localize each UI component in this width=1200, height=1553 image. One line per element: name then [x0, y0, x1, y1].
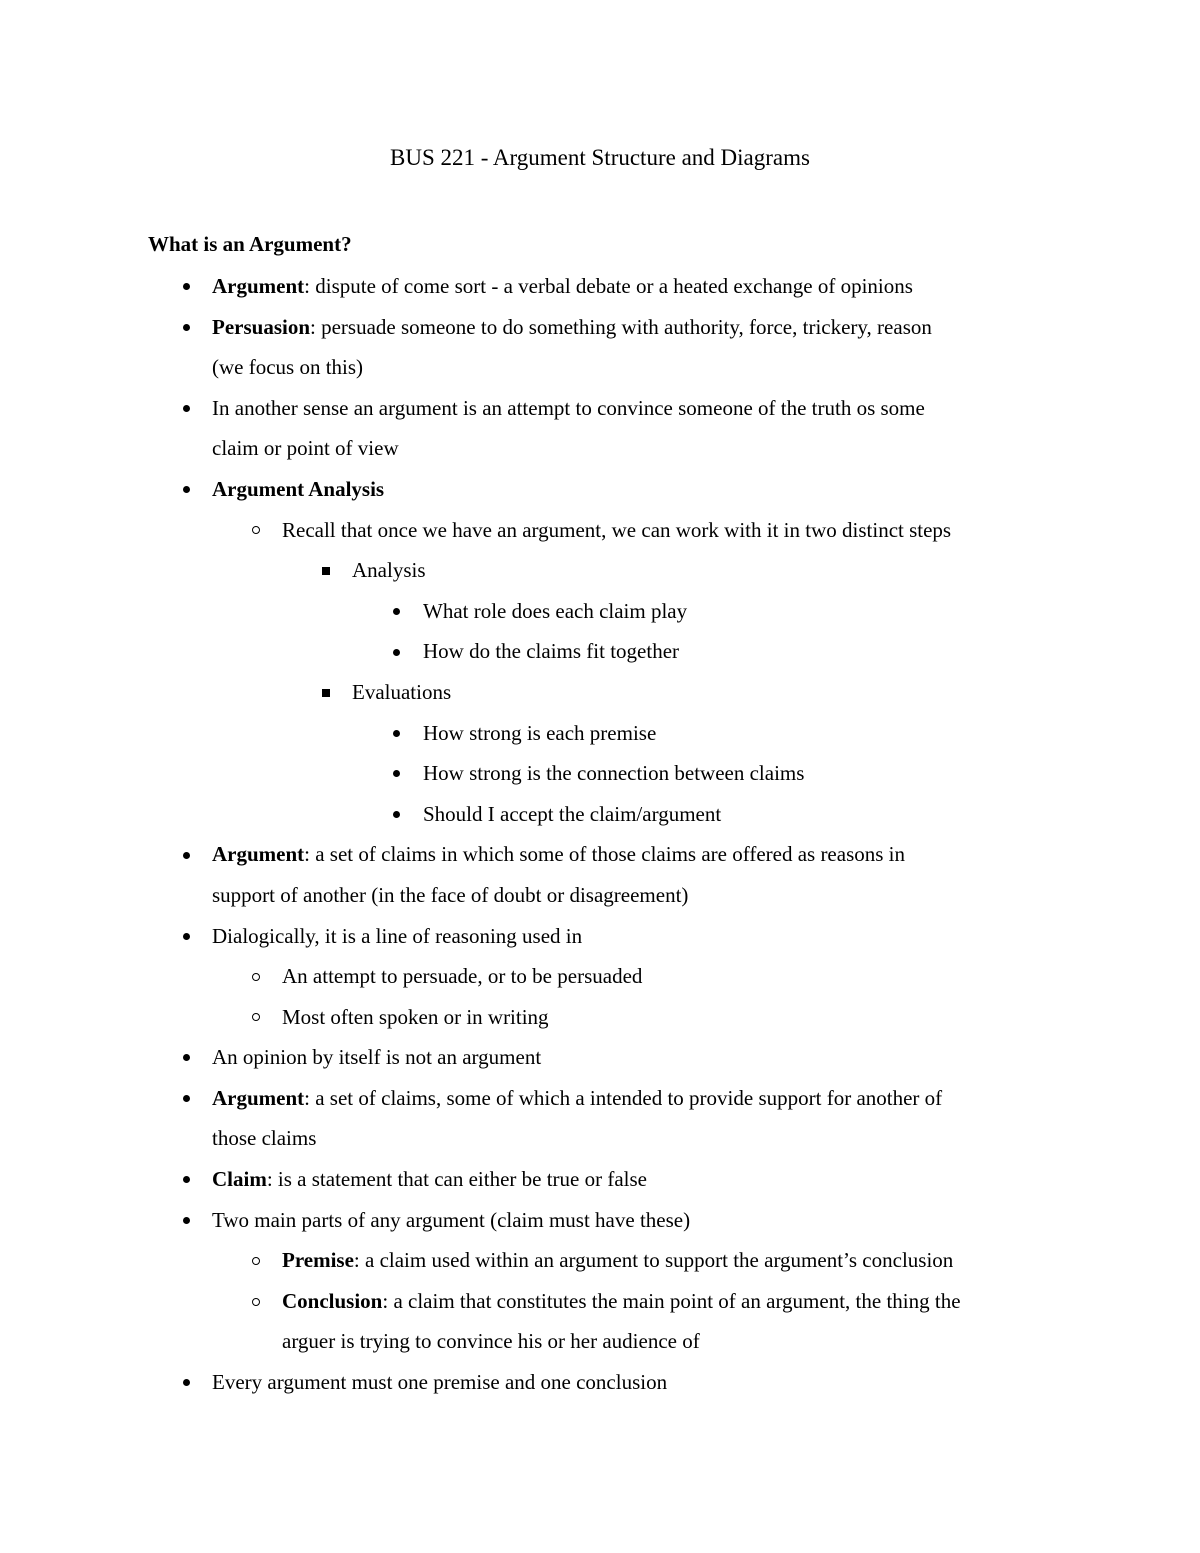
bullet-dot-icon [176, 1163, 196, 1195]
bullet-dot-icon [176, 311, 196, 343]
list-item [0, 1244, 1200, 1285]
list-item [0, 1163, 1200, 1204]
definition-text: : a set of claims in which some of those claims are offered as reasons in [304, 842, 906, 867]
list-item-text: An attempt to persuade, or to be persuaded [282, 964, 643, 989]
bullet-square-icon [316, 676, 336, 708]
bullet-square-icon [316, 554, 336, 586]
list-item-continuation [0, 879, 1200, 920]
list-item-continuation [0, 1325, 1200, 1366]
list-item [0, 514, 1200, 555]
list-item-continuation [0, 432, 1200, 473]
term-label: Argument [212, 274, 305, 298]
list-item-text [212, 1082, 942, 1114]
list-item [0, 473, 1200, 514]
bullet-dot-icon [176, 838, 196, 870]
term-label: Premise [282, 1248, 354, 1273]
list-item-text: claim or point of view [212, 436, 399, 461]
list-item-text [212, 270, 913, 302]
list-item [0, 1082, 1200, 1123]
list-item [0, 1041, 1200, 1082]
list-item-continuation [0, 1122, 1200, 1163]
list-item [0, 798, 1200, 839]
definition-text: : persuade someone to do something with authority, force, trickery, reason [310, 314, 932, 339]
list-item-text: Most often spoken or in writing [282, 1004, 549, 1029]
bullet-dot-icon [176, 1041, 196, 1073]
list-item-text: Should I accept the claim/argument [423, 801, 722, 826]
section-heading: What is an Argument? [148, 232, 352, 256]
bullet-dot-icon [386, 757, 406, 789]
bullet-ring-icon [246, 514, 266, 546]
bullet-dot-icon [386, 595, 406, 627]
list-item-text: arguer is trying to convince his or her audience of [282, 1329, 700, 1354]
list-item [0, 757, 1200, 798]
list-item-text [212, 1163, 647, 1195]
list-item [0, 392, 1200, 433]
bullet-dot-icon [176, 1204, 196, 1236]
list-item-text [212, 838, 905, 870]
list-item [0, 838, 1200, 879]
list-item-text: An opinion by itself is not an argument [212, 1045, 542, 1070]
bullet-dot-icon [176, 1366, 196, 1398]
list-item-text [282, 1285, 961, 1317]
definition-text: : dispute of come sort - a verbal debate or a heated exchange of opinions [304, 274, 913, 298]
list-item [0, 270, 1200, 311]
list-item [0, 1285, 1200, 1326]
definition-text: : is a statement that can either be true or false [266, 1167, 648, 1192]
definition-text: : a claim used within an argument to support the argument’s conclusion [353, 1248, 954, 1273]
list-item-text: those claims [212, 1126, 317, 1151]
bullet-dot-icon [176, 920, 196, 952]
list-item [0, 1001, 1200, 1042]
list-item [0, 717, 1200, 758]
list-item-continuation [0, 351, 1200, 392]
list-item-text: Analysis [352, 558, 426, 583]
list-item [0, 311, 1200, 352]
list-item-text: How strong is the connection between claims [423, 761, 805, 786]
list-item [0, 595, 1200, 636]
term-label: Conclusion [282, 1288, 383, 1313]
list-item [0, 554, 1200, 595]
list-item [0, 676, 1200, 717]
list-item-text: How do the claims fit together [423, 639, 680, 664]
list-item-text: Dialogically, it is a line of reasoning used in [212, 923, 583, 948]
bullet-ring-icon [246, 1244, 266, 1276]
document-title: BUS 221 - Argument Structure and Diagrams [390, 145, 810, 170]
list-item-text: support of another (in the face of doubt or disagreement) [212, 882, 689, 907]
bullet-dot-icon [386, 798, 406, 830]
bullet-dot-icon [176, 392, 196, 424]
list-item-text: Two main parts of any argument (claim must have these) [212, 1207, 691, 1232]
bullet-dot-icon [176, 473, 196, 505]
definition-text: : a claim that constitutes the main point of an argument, the thing the [382, 1288, 961, 1313]
list-item-text: Recall that once we have an argument, we can work with it in two distinct steps [282, 517, 952, 542]
bullet-ring-icon [246, 1285, 266, 1317]
list-item-text: What role does each claim play [423, 598, 688, 623]
list-item [0, 635, 1200, 676]
list-item-text: (we focus on this) [212, 355, 364, 380]
bullet-ring-icon [246, 1001, 266, 1033]
bullet-ring-icon [246, 960, 266, 992]
list-item [0, 1366, 1200, 1407]
list-item-text [212, 473, 384, 505]
term-label: Argument [212, 842, 305, 867]
list-item-text: How strong is each premise [423, 720, 657, 745]
list-item-text: Evaluations [352, 679, 452, 704]
term-label: Argument [212, 1085, 305, 1110]
list-item [0, 1204, 1200, 1245]
term-label: Claim [212, 1167, 267, 1192]
bullet-dot-icon [386, 717, 406, 749]
list-item-text [212, 311, 932, 343]
bullet-dot-icon [386, 635, 406, 667]
term-label: Argument Analysis [212, 476, 385, 501]
list-item [0, 920, 1200, 961]
term-label: Persuasion [212, 314, 311, 339]
outline-list [0, 270, 1200, 1407]
bullet-dot-icon [176, 270, 196, 302]
bullet-dot-icon [176, 1082, 196, 1114]
list-item [0, 960, 1200, 1001]
list-item-text: Every argument must one premise and one conclusion [212, 1370, 668, 1395]
list-item-text [282, 1244, 953, 1276]
definition-text: : a set of claims, some of which a intended to provide support for another of [304, 1085, 943, 1110]
list-item-text: In another sense an argument is an attempt to convince someone of the truth os some [212, 395, 925, 420]
